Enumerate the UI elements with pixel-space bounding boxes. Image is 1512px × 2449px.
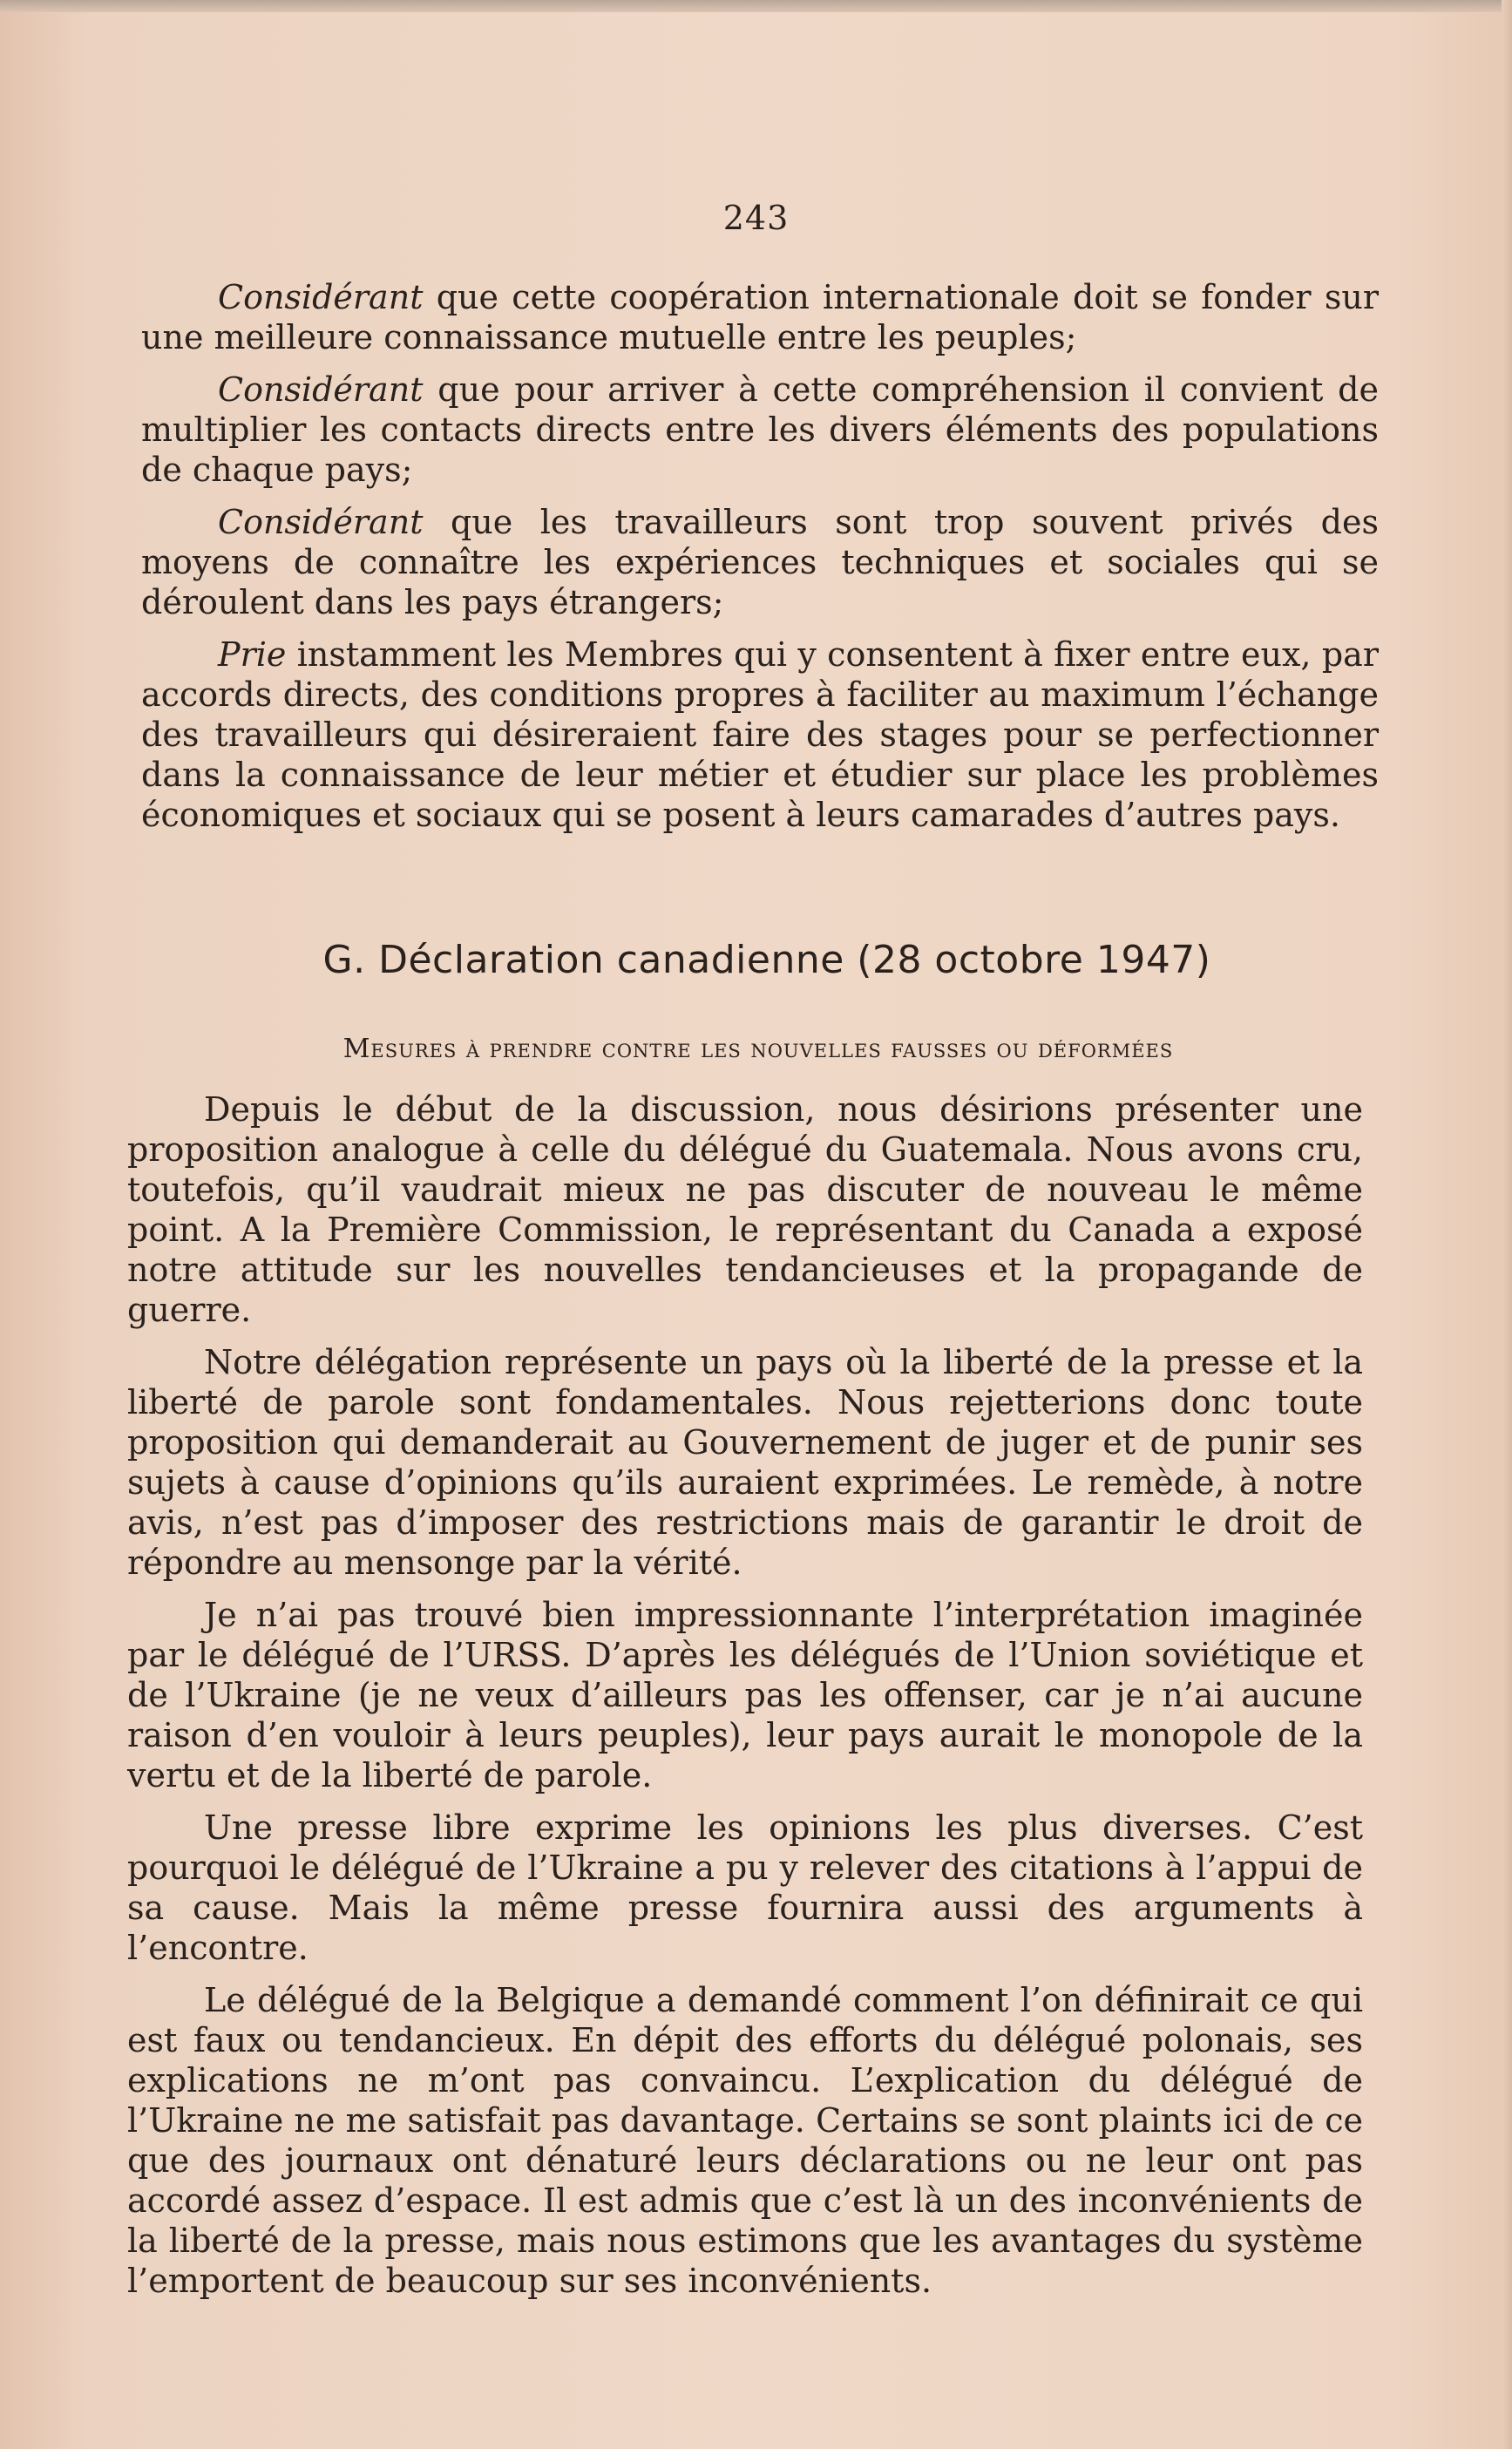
considerants-block xyxy=(141,277,1379,835)
paragraph-lead-word: Considérant xyxy=(218,278,424,316)
paragraph-lead-word: Considérant xyxy=(218,503,424,541)
body-paragraph-5: Le délégué de la Belgique a demandé comment l’on définirait ce qui est faux ou tendancieux. En dépit des efforts du délégué polonais, ses explications ne m’ont pas convaincu. L’explication du délégué de l’Ukraine ne me satisfait pas davantage. Certains se sont plaints ici de ce que des journaux ont dénaturé leurs déclarations ou ne leur ont pas accordé assez d’espace. Il est admis que c’est là un des inconvénients de la liberté de la presse, mais nous estimons que les avantages du système l’emportent de beaucoup sur ses inconvénients. xyxy=(127,1981,1363,2300)
body-paragraph-3: Je n’ai pas trouvé bien impressionnante l’interprétation imaginée par le délégué de l’URSS. D’après les délégués de l’Union soviétique et de l’Ukraine (je ne veux d’ailleurs pas les offenser, car je n’ai aucune raison d’en vouloir à leurs peuples), leur pays aurait le monopole de la vertu et de la liberté de parole. xyxy=(127,1596,1363,1794)
resolution-paragraph xyxy=(141,634,1379,835)
page-number: 243 xyxy=(722,199,790,237)
page-top-edge xyxy=(0,0,1512,12)
considerant-paragraph-1 xyxy=(141,277,1379,357)
paragraph-text: que cette coopération internationale doit se fonder sur une meilleure connaissance mutuelle entre les peuples; xyxy=(141,278,1379,356)
body-paragraph-2: Notre délégation représente un pays où la liberté de la presse et la liberté de parole sont fondamentales. Nous rejetterions donc toute proposition qui demanderait au Gouvernement de juger et de punir ses sujets à cause d’opinions qu’ils auraient exprimées. Le remède, à notre avis, n’est pas d’imposer des restrictions mais de garantir le droit de répondre au mensonge par la vérité. xyxy=(127,1343,1363,1582)
page-right-edge xyxy=(1502,0,1512,2449)
body-paragraph-1: Depuis le début de la discussion, nous désirions présenter une proposition analogue à celle du délégué du Guatemala. Nous avons cru, toutefois, qu’il vaudrait mieux ne pas discuter de nouveau le même point. A la Première Commission, le représentant du Canada a exposé notre attitude sur les nouvelles tendancieuses et la propagande de guerre. xyxy=(127,1090,1363,1329)
considerant-paragraph-2 xyxy=(141,370,1379,490)
paragraph-text: que pour arriver à cette compréhension il convient de multiplier les contacts directs entre les divers éléments des populations de chaque pays; xyxy=(141,370,1379,489)
section-subheading: Mesures à prendre contre les nouvelles fausses ou déformées xyxy=(342,1034,1174,1064)
declaration-body xyxy=(127,1089,1363,2301)
paragraph-lead-word: Considérant xyxy=(218,370,424,409)
section-heading: G. Déclaration canadienne (28 octobre 1947) xyxy=(322,938,1211,982)
considerant-paragraph-3 xyxy=(141,502,1379,622)
paragraph-lead-word: Prie xyxy=(218,635,287,674)
paragraph-text: instamment les Membres qui y consentent à fixer entre eux, par accords directs, des conditions propres à faciliter au maximum l’échange des travailleurs qui désireraient faire des stages pour se perfectionner dans la connaissance de leur métier et étudier sur place les problèmes économiques et sociaux qui se posent à leurs camarades d’autres pays. xyxy=(141,635,1379,834)
body-paragraph-4: Une presse libre exprime les opinions les plus diverses. C’est pourquoi le délégué de l’Ukraine a pu y relever des citations à l’appui de sa cause. Mais la même presse fournira aussi des arguments à l’encontre. xyxy=(127,1808,1363,1967)
paragraph-text: que les travailleurs sont trop souvent privés des moyens de connaître les expériences techniques et sociales qui se déroulent dans les pays étrangers; xyxy=(141,503,1379,621)
